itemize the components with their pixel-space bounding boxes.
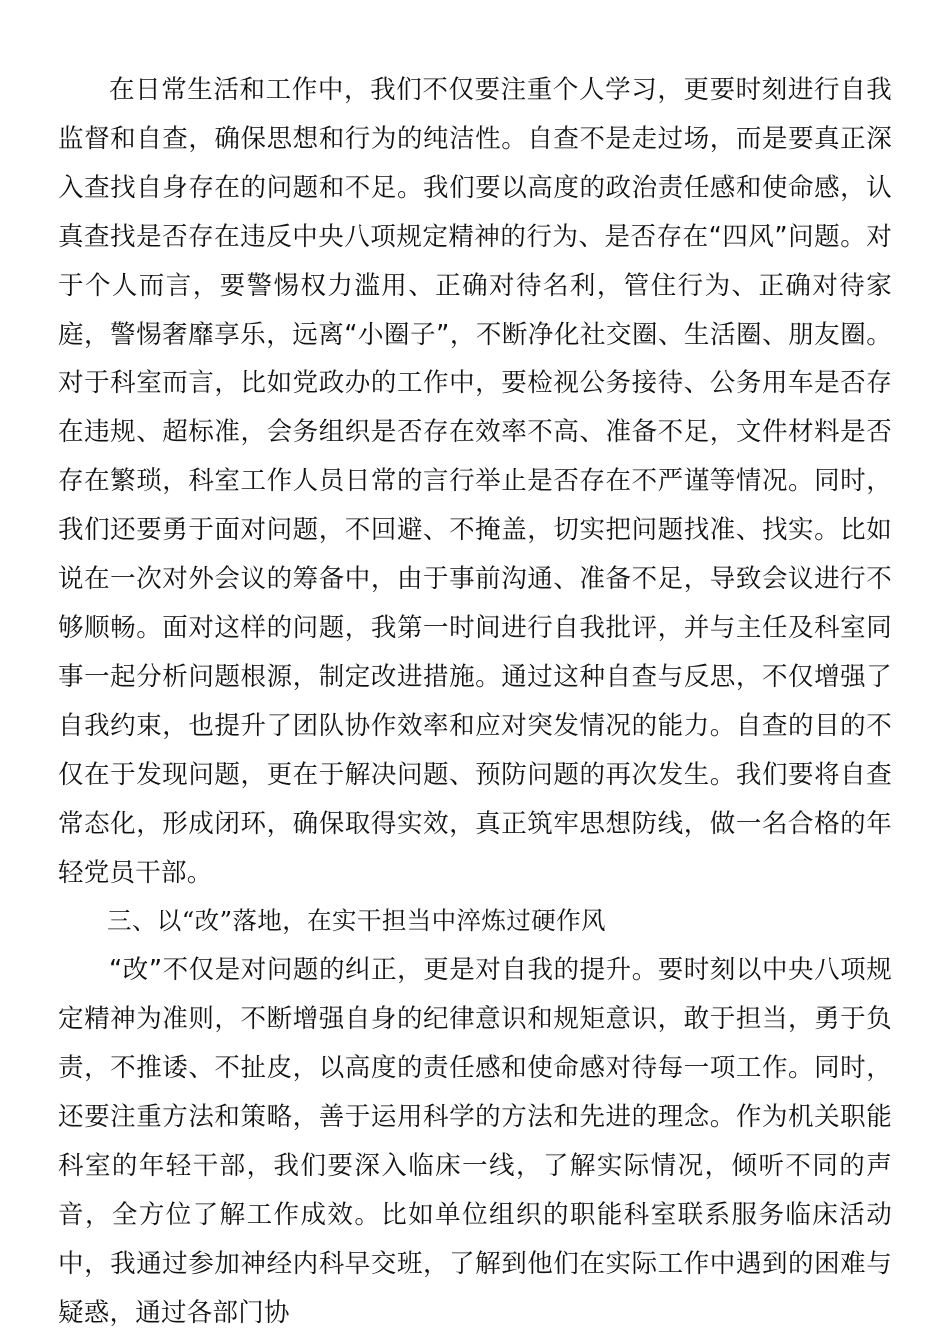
body-paragraph-correction: “改”不仅是对问题的纠正，更是对自我的提升。要时刻以中央八项规定精神为准则，不断增强自身的纪律意识和规矩意识，敢于担当，勇于负责，不推诿、不扯皮，以高度的责任感和使命感对待每一项工作。同时，还要注重方法和策略，善于运用科学的方法和先进的理念。作为机关职能科室的年轻干部，我们要深入临床一线，了解实际情况，倾听不同的声音，全方位了解工作成效。比如单位组织的职能科室联系服务临床活动中，我通过参加神经内科早交班，了解到他们在实际工作中遇到的困难与疑惑，通过各部门协 (58, 955, 892, 1328)
body-paragraph-self-check: 在日常生活和工作中，我们不仅要注重个人学习，更要时刻进行自我监督和自查，确保思想和行为的纯洁性。自查不是走过场，而是要真正深入查找自身存在的问题和不足。我们要以高度的政治责任感和使命感，认真查找是否存在违反中央八项规定精神的行为、是否存在“四风”问题。对于个人而言，要警惕权力滥用、正确对待名利，管住行为、正确对待家庭，警惕奢靡享乐，远离“小圈子”，不断净化社交圈、生活圈、朋友圈。对于科室而言，比如党政办的工作中，要检视公务接待、公务用车是否存在违规、超标准，会务组织是否存在效率不高、准备不足，文件材料是否存在繁琐，科室工作人员日常的言行举止是否存在不严谨等情况。同时，我们还要勇于面对问题，不回避、不掩盖，切实把问题找准、找实。比如说在一次对外会议的筹备中，由于事前沟通、准备不足，导致会议进行不够顺畅。面对这样的问题，我第一时间进行自我批评，并与主任及科室同事一起分析问题根源，制定改进措施。通过这种自查与反思，不仅增强了自我约束，也提升了团队协作效率和应对突发情况的能力。自查的目的不仅在于发现问题，更在于解决问题、预防问题的再次发生。我们要将自查常态化，形成闭环，确保取得实效，真正筑牢思想防线，做一名合格的年轻党员干部。 (58, 75, 892, 888)
section-heading: 三、以“改”落地，在实干担当中淬炼过硬作风 (107, 906, 606, 936)
document-body (58, 66, 892, 1338)
